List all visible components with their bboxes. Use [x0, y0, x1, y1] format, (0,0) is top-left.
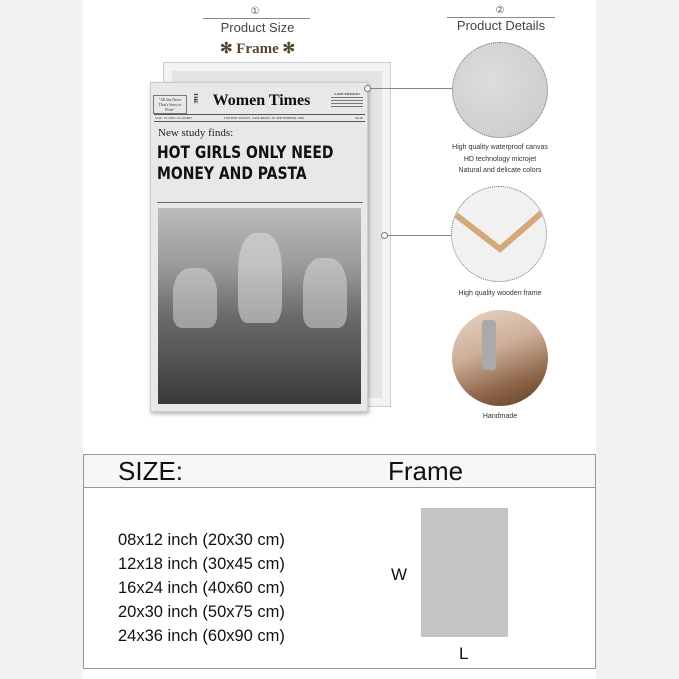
- section-number: ①: [250, 6, 260, 17]
- size-option: 12x18 inch (30x45 cm): [118, 555, 285, 573]
- size-label: SIZE:: [118, 456, 184, 486]
- size-option: 20x30 inch (50x75 cm): [118, 603, 285, 621]
- edition-label: LATE EDITION: [334, 92, 360, 96]
- masthead-the: THE: [192, 93, 197, 104]
- length-label: L: [459, 644, 469, 663]
- waterproof-canvas-image: [452, 42, 548, 138]
- caption-line: High quality waterproof canvas: [452, 144, 548, 151]
- dateline-center: UNITED STATES, SATURDAY, 20 SEPTEMBER 1969: [224, 116, 304, 120]
- size-option: 24x36 inch (60x90 cm): [118, 627, 285, 645]
- divider: [203, 18, 310, 19]
- masthead: Women Times: [212, 92, 311, 109]
- section-title: Product Details: [456, 18, 546, 33]
- dateline-right: $0.49: [355, 116, 363, 120]
- callout-line: [371, 88, 453, 89]
- frame-dimension-diagram: [421, 508, 508, 637]
- frame-corner-icon: [452, 187, 547, 282]
- divider: [157, 202, 363, 203]
- staple-gun: [482, 320, 496, 370]
- frame-label: Frame: [388, 456, 464, 486]
- callout-dot: [381, 232, 388, 239]
- detail-caption: High quality wooden frame: [458, 290, 542, 297]
- section-number: ②: [495, 5, 505, 16]
- size-option: 16x24 inch (40x60 cm): [118, 579, 285, 597]
- vintage-photo-women-eating-pasta: [158, 208, 361, 404]
- motto-box: "All the News That's Sexy to Print": [153, 95, 187, 114]
- headline-line-2: MONEY AND PASTA: [157, 164, 307, 184]
- headline: [157, 143, 333, 185]
- width-label: W: [391, 565, 408, 584]
- callout-dot: [364, 85, 371, 92]
- caption-line: HD technology microjet: [463, 155, 537, 163]
- frame-subtitle: ✻ Frame ✻: [219, 41, 296, 57]
- dateline-left: VOL. CLXXI...No.49,881: [155, 116, 193, 120]
- dateline-bar: [154, 114, 365, 122]
- callout-line: [388, 235, 453, 236]
- wooden-frame-image: [451, 186, 547, 282]
- size-list: [118, 528, 285, 648]
- detail-caption: [420, 142, 580, 177]
- kicker: New study finds:: [158, 127, 234, 139]
- size-option: 08x12 inch (20x30 cm): [118, 531, 285, 549]
- headline-line-1: HOT GIRLS ONLY NEED: [157, 143, 334, 163]
- section-title: Product Size: [220, 20, 295, 35]
- detail-caption: Handmade: [482, 413, 518, 420]
- handmade-image: [452, 310, 548, 406]
- edition-text: [331, 97, 363, 109]
- caption-line: Natural and delicate colors: [458, 167, 542, 174]
